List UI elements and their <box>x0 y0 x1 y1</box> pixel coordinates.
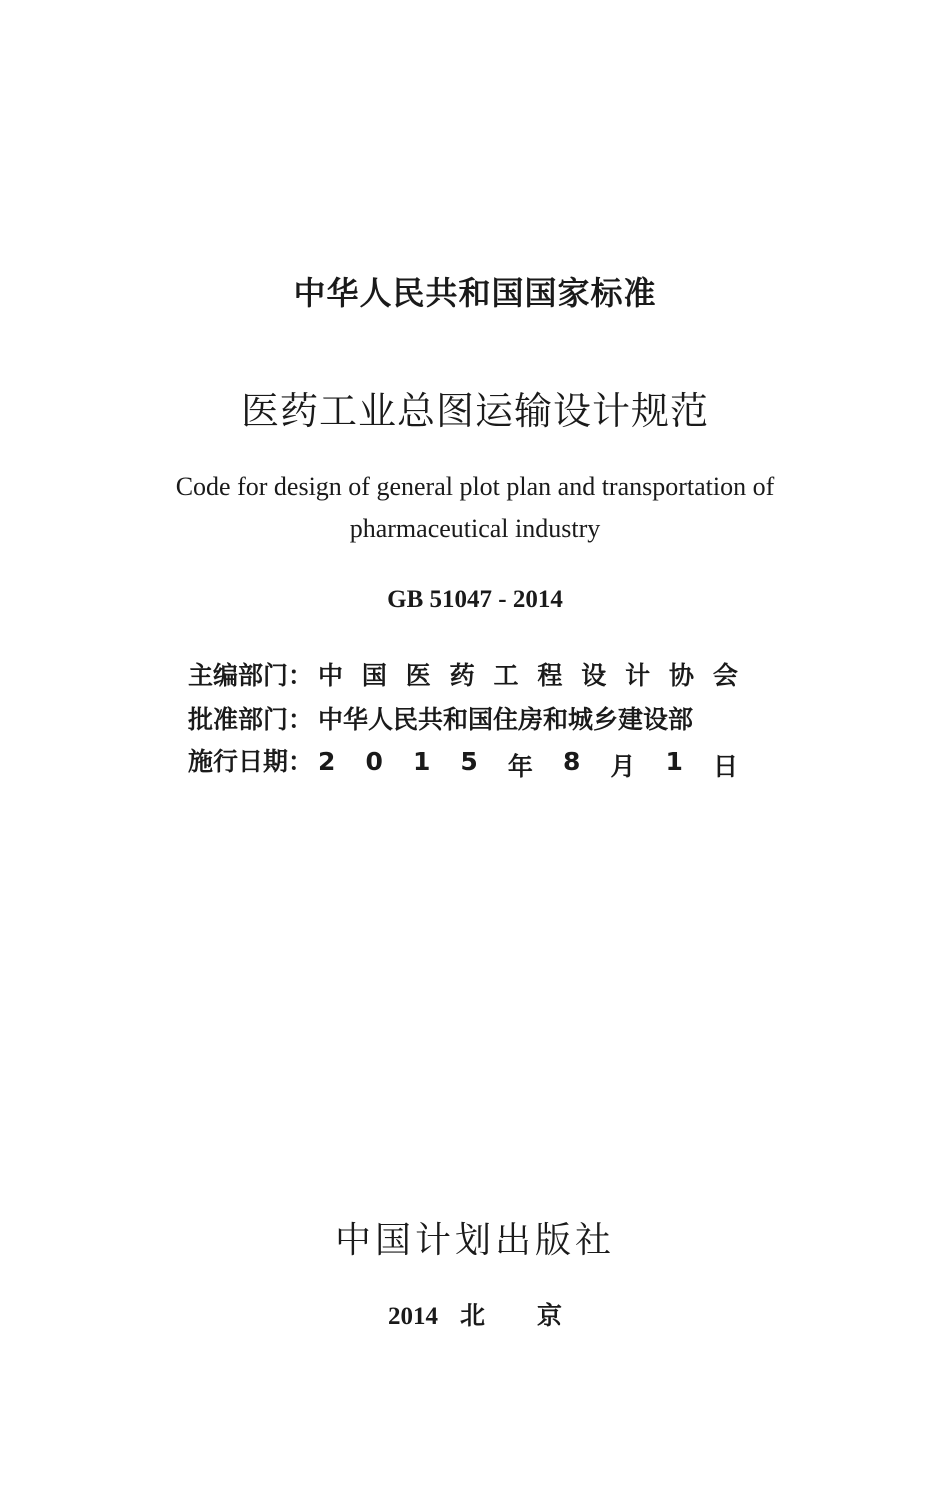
editor-value <box>318 656 738 692</box>
editor-char: 协 <box>669 661 695 690</box>
editor-char: 计 <box>625 661 651 690</box>
approver-label: 批准部门： <box>188 705 314 734</box>
editor-char: 医 <box>405 661 431 690</box>
editor-char: 会 <box>712 661 738 690</box>
date-char: 年 <box>507 752 533 781</box>
date-char: 月 <box>610 752 636 781</box>
date-char: 2 <box>318 747 336 776</box>
publication-place <box>0 1296 950 1332</box>
standard-series-heading: 中华人民共和国国家标准 <box>293 274 657 312</box>
editor-char: 程 <box>537 661 563 690</box>
date-char: 8 <box>562 747 581 776</box>
approver-row <box>188 700 748 736</box>
publication-city-char: 京 <box>537 1301 563 1330</box>
effective-date-value <box>318 747 738 783</box>
effective-date-label: 施行日期： <box>188 747 314 776</box>
editor-char: 设 <box>581 661 607 690</box>
editor-char: 中 <box>318 661 344 690</box>
publication-city-char: 北 <box>459 1301 485 1330</box>
editor-char: 国 <box>361 661 387 690</box>
publication-year: 2014 <box>387 1303 438 1330</box>
date-char: 5 <box>460 747 478 776</box>
date-char: 1 <box>665 747 683 776</box>
editor-char: 工 <box>493 661 519 690</box>
editor-row <box>188 656 748 692</box>
approver-value: 中华人民共和国住房和城乡建设部 <box>318 705 694 734</box>
title-english: Code for design of general plot plan and transportation of pharmaceutical industry <box>175 472 775 543</box>
title-chinese: 医药工业总图运输设计规范 <box>240 389 709 433</box>
publisher-name: 中国计划出版社 <box>334 1220 615 1261</box>
date-char: 0 <box>365 747 383 776</box>
editor-label: 主编部门： <box>188 661 314 690</box>
effective-date-row <box>188 742 748 783</box>
editor-char: 药 <box>449 661 475 690</box>
standard-number: GB 51047 - 2014 <box>387 586 563 613</box>
date-char: 日 <box>712 752 738 781</box>
date-char: 1 <box>412 747 431 776</box>
